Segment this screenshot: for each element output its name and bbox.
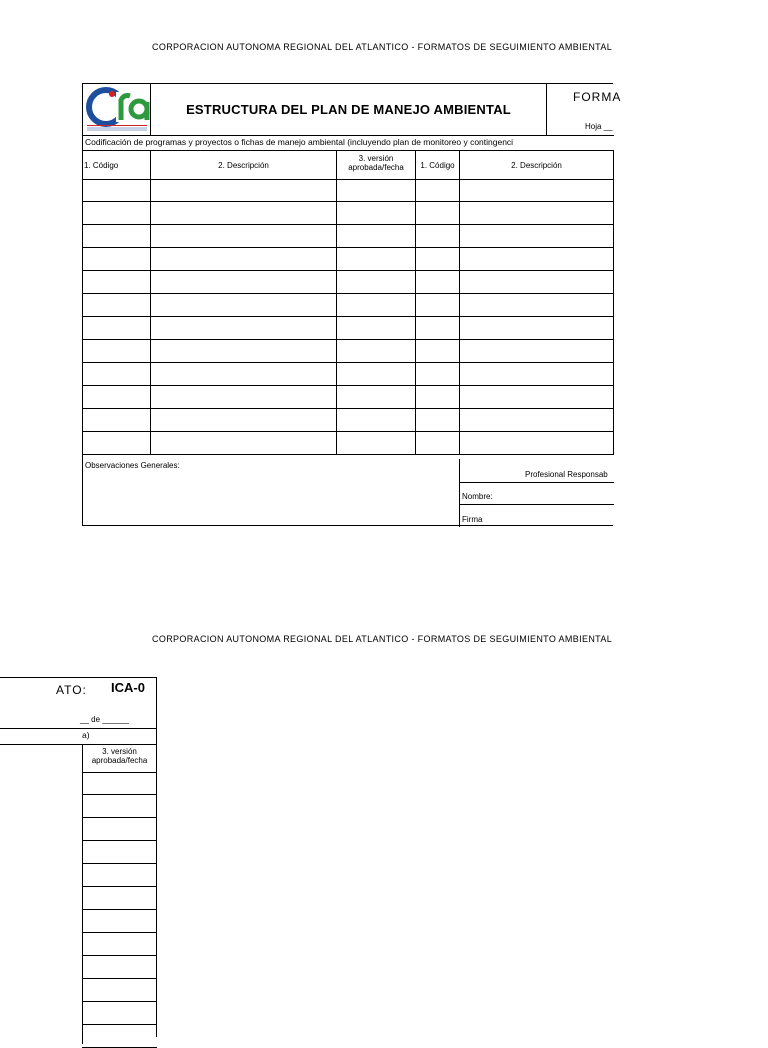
table-cell[interactable]: [460, 248, 614, 270]
entries-table-2: [82, 772, 157, 1048]
col-version: 3. versión aprobada/fecha: [337, 151, 416, 179]
formato-label: FORMA: [573, 90, 622, 104]
table-cell[interactable]: [151, 432, 337, 454]
formato-label-2: ATO:: [56, 683, 87, 697]
table-row: [83, 294, 614, 317]
table-cell[interactable]: [460, 225, 614, 247]
col-version-2: 3. versión aprobada/fecha: [91, 747, 148, 765]
form-code: ICA-0: [111, 680, 145, 695]
table-cell[interactable]: [151, 317, 337, 339]
table-cell[interactable]: [460, 202, 614, 224]
firma-label: Firma: [462, 515, 483, 524]
table-row[interactable]: [82, 910, 157, 933]
table-row: [83, 179, 614, 202]
table-cell[interactable]: [337, 179, 416, 201]
table-cell[interactable]: [460, 386, 614, 408]
table-cell[interactable]: [416, 248, 460, 270]
table-row[interactable]: [82, 864, 157, 887]
table-cell[interactable]: [337, 340, 416, 362]
table-cell[interactable]: [460, 294, 614, 316]
codificacion-row: Codificación de programas y proyectos o fichas de manejo ambiental (incluyendo plan de monitoreo y contingenci: [83, 135, 614, 151]
page-header: CORPORACION AUTONOMA REGIONAL DEL ATLANTICO - FORMATOS DE SEGUIMIENTO AMBIENTAL: [152, 42, 613, 52]
table-cell[interactable]: [416, 179, 460, 201]
page-header-2: CORPORACION AUTONOMA REGIONAL DEL ATLANTICO - FORMATOS DE SEGUIMIENTO AMBIENTAL: [152, 634, 613, 644]
form-title: ESTRUCTURA DEL PLAN DE MANEJO AMBIENTAL: [151, 84, 547, 135]
table-cell[interactable]: [83, 248, 151, 270]
table-row: [83, 363, 614, 386]
table-row: [83, 225, 614, 248]
table-cell[interactable]: [151, 202, 337, 224]
col-codigo-b: 1. Código: [416, 151, 460, 179]
table-row[interactable]: [82, 887, 157, 910]
table-row[interactable]: [82, 956, 157, 979]
table-cell[interactable]: [337, 432, 416, 454]
table-cell[interactable]: [416, 202, 460, 224]
table-cell[interactable]: [460, 363, 614, 385]
column-header-row-2: [82, 744, 157, 773]
table-cell[interactable]: [151, 179, 337, 201]
table-cell[interactable]: [83, 363, 151, 385]
table-cell[interactable]: [337, 317, 416, 339]
table-cell[interactable]: [416, 225, 460, 247]
form-page-1: [82, 83, 622, 526]
table-cell[interactable]: [416, 340, 460, 362]
table-row: [83, 432, 614, 455]
table-row[interactable]: [82, 979, 157, 1002]
hoja-label-2: __ de ______: [80, 715, 129, 724]
profesional-label: Profesional Responsab: [525, 470, 608, 479]
codificacion-row-2: a): [0, 728, 157, 745]
table-cell[interactable]: [83, 409, 151, 431]
table-cell[interactable]: [460, 409, 614, 431]
table-row[interactable]: [82, 1025, 157, 1048]
table-cell[interactable]: [460, 340, 614, 362]
col-descripcion-a: 2. Descripción: [151, 151, 337, 179]
table-cell[interactable]: [83, 432, 151, 454]
observaciones-cell[interactable]: [83, 459, 460, 527]
table-cell[interactable]: [337, 225, 416, 247]
table-row[interactable]: [82, 841, 157, 864]
table-cell[interactable]: [460, 271, 614, 293]
table-cell[interactable]: [151, 248, 337, 270]
table-row[interactable]: [82, 795, 157, 818]
table-cell[interactable]: [151, 363, 337, 385]
table-cell[interactable]: [83, 386, 151, 408]
table-cell[interactable]: [151, 271, 337, 293]
table-cell[interactable]: [337, 363, 416, 385]
table-cell[interactable]: [151, 386, 337, 408]
table-cell[interactable]: [151, 294, 337, 316]
table-cell[interactable]: [83, 271, 151, 293]
table-cell[interactable]: [337, 409, 416, 431]
table-cell[interactable]: [151, 225, 337, 247]
form-page-2: [0, 677, 157, 1037]
table-cell[interactable]: [416, 317, 460, 339]
table-cell[interactable]: [416, 409, 460, 431]
table-cell[interactable]: [83, 179, 151, 201]
table-row: [83, 340, 614, 363]
table-cell[interactable]: [83, 294, 151, 316]
table-cell[interactable]: [416, 294, 460, 316]
table-cell[interactable]: [460, 179, 614, 201]
table-cell[interactable]: [83, 340, 151, 362]
profesional-block: [460, 459, 614, 527]
table-row: [83, 317, 614, 340]
table-row: [83, 202, 614, 225]
table-cell[interactable]: [337, 271, 416, 293]
table-row[interactable]: [82, 933, 157, 956]
table-row: [83, 271, 614, 294]
title-row-2: [0, 677, 157, 729]
column-header-row: [83, 151, 614, 180]
table-cell[interactable]: [151, 340, 337, 362]
table-cell[interactable]: [151, 409, 337, 431]
table-row: [83, 409, 614, 432]
table-cell[interactable]: [416, 386, 460, 408]
title-row: [83, 84, 622, 136]
observaciones-label: Observaciones Generales:: [85, 461, 180, 470]
hoja-label: Hoja __: [585, 122, 613, 131]
col-descripcion-b: 2. Descripción: [460, 151, 614, 179]
table-cell[interactable]: [460, 317, 614, 339]
table-cell[interactable]: [83, 317, 151, 339]
table-cell[interactable]: [337, 386, 416, 408]
table-row: [83, 248, 614, 271]
table-cell[interactable]: [416, 432, 460, 454]
table-row: [83, 386, 614, 409]
table-row[interactable]: [82, 772, 157, 795]
table-cell[interactable]: [416, 271, 460, 293]
table-cell[interactable]: [416, 363, 460, 385]
table-row[interactable]: [82, 1002, 157, 1025]
entries-table: [83, 179, 614, 455]
table-cell[interactable]: [83, 202, 151, 224]
table-cell[interactable]: [337, 294, 416, 316]
nombre-label: Nombre:: [462, 492, 493, 501]
cra-logo-icon: [83, 84, 150, 135]
table-cell[interactable]: [337, 248, 416, 270]
cra-logo: [83, 84, 151, 135]
table-cell[interactable]: [460, 432, 614, 454]
table-cell[interactable]: [83, 225, 151, 247]
col-codigo-a: 1. Código: [83, 151, 151, 179]
table-row[interactable]: [82, 818, 157, 841]
table-cell[interactable]: [337, 202, 416, 224]
